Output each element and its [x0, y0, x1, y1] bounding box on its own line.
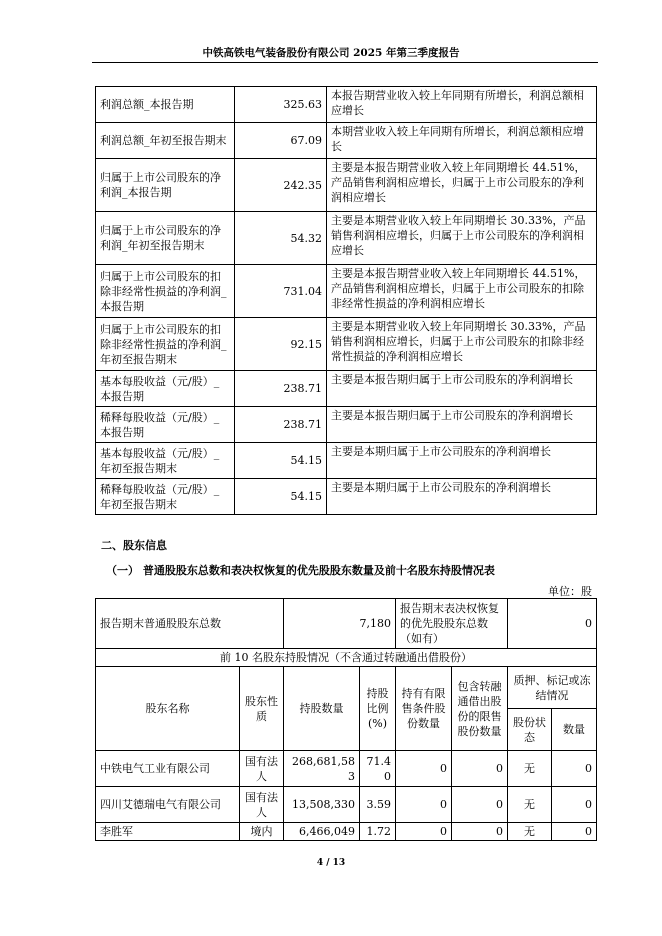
holder-pledge-status: 无 [508, 823, 552, 841]
pledge-header: 质押、标记或冻结情况 [508, 667, 597, 709]
lent-header: 包含转融通借出股份的限售股份数量 [452, 667, 508, 751]
holder-pledge-count: 0 [552, 751, 597, 787]
reason-cell: 主要是本期归属于上市公司股东的净利润增长 [327, 479, 597, 515]
holder-pledge-count: 0 [552, 823, 597, 841]
total-holders-label: 报告期末普通股股东总数 [96, 599, 284, 649]
holder-name: 李胜军 [96, 823, 240, 841]
table-row [96, 371, 597, 407]
value-cell: 325.63 [235, 87, 327, 123]
item-cell: 归属于上市公司股东的净利润_年初至报告期末 [96, 212, 235, 265]
reason-cell: 主要是本报告期归属于上市公司股东的净利润增长 [327, 371, 597, 407]
value-cell: 54.15 [235, 443, 327, 479]
holder-ratio: 1.72 [360, 823, 396, 841]
holder-nature: 境内 [240, 823, 284, 841]
nature-header: 股东性质 [240, 667, 284, 751]
holder-restricted: 0 [396, 823, 452, 841]
holder-lent: 0 [452, 823, 508, 841]
value-cell: 54.15 [235, 479, 327, 515]
holder-ratio: 3.59 [360, 787, 396, 823]
table-row [96, 751, 597, 787]
table-row [96, 123, 597, 159]
table-row [96, 823, 597, 841]
holder-shares: 268,681,583 [284, 751, 360, 787]
subsection-title: （一） 普通股股东总数和表决权恢复的优先股股东数量及前十名股东持股情况表 [106, 564, 495, 577]
reason-cell: 主要是本报告期归属于上市公司股东的净利润增长 [327, 407, 597, 443]
value-cell: 242.35 [235, 159, 327, 212]
holder-ratio: 71.40 [360, 751, 396, 787]
pledge-count-header: 数量 [552, 709, 597, 751]
table-row [96, 265, 597, 318]
holder-name: 四川艾德瑞电气有限公司 [96, 787, 240, 823]
change-reasons-table [95, 86, 597, 515]
value-cell: 238.71 [235, 407, 327, 443]
reason-cell: 本报告期营业收入较上年同期有所增长，利润总额相应增长 [327, 87, 597, 123]
page-header: 中铁高铁电气装备股份有限公司 2025 年第三季度报告 [202, 47, 460, 59]
section-title: 二、股东信息 [101, 539, 167, 552]
table-row [96, 212, 597, 265]
holder-pledge-status: 无 [508, 787, 552, 823]
page-number: 4 / 13 [316, 858, 346, 868]
value-cell: 731.04 [235, 265, 327, 318]
holder-lent: 0 [452, 751, 508, 787]
top10-heading: 前 10 名股东持股情况（不含通过转融通出借股份） [96, 649, 597, 667]
table-row [96, 87, 597, 123]
holder-pledge-count: 0 [552, 787, 597, 823]
table-row [96, 649, 597, 667]
item-cell: 利润总额_年初至报告期末 [96, 123, 235, 159]
holder-shares: 6,466,049 [284, 823, 360, 841]
holder-name: 中铁电气工业有限公司 [96, 751, 240, 787]
item-cell: 归属于上市公司股东的扣除非经常性损益的净利润_年初至报告期末 [96, 318, 235, 371]
value-cell: 67.09 [235, 123, 327, 159]
preferred-holders-label: 报告期末表决权恢复的优先股股东总数（如有） [396, 599, 508, 649]
shareholder-table [95, 598, 597, 841]
preferred-holders-value: 0 [508, 599, 597, 649]
item-cell: 基本每股收益（元/股）_本报告期 [96, 371, 235, 407]
holder-nature: 国有法人 [240, 751, 284, 787]
value-cell: 238.71 [235, 371, 327, 407]
table-row [96, 599, 597, 649]
unit-label: 单位：股 [548, 585, 592, 598]
reason-cell: 主要是本报告期营业收入较上年同期增长 44.51%，产品销售利润相应增长，归属于上市公司股东的净利润相应增长 [327, 159, 597, 212]
holder-lent: 0 [452, 787, 508, 823]
header-divider [92, 62, 598, 63]
value-cell: 54.32 [235, 212, 327, 265]
table-row [96, 787, 597, 823]
restricted-header: 持有有限售条件股份数量 [396, 667, 452, 751]
table-row [96, 159, 597, 212]
header-row [96, 667, 597, 709]
holder-nature: 国有法人 [240, 787, 284, 823]
value-cell: 92.15 [235, 318, 327, 371]
item-cell: 归属于上市公司股东的扣除非经常性损益的净利润_本报告期 [96, 265, 235, 318]
table-row [96, 479, 597, 515]
reason-cell: 主要是本期营业收入较上年同期增长 30.33%，产品销售利润相应增长，归属于上市公司股东的净利润相应增长 [327, 212, 597, 265]
reason-cell: 主要是本期归属于上市公司股东的净利润增长 [327, 443, 597, 479]
item-cell: 利润总额_本报告期 [96, 87, 235, 123]
reason-cell: 主要是本期营业收入较上年同期增长 30.33%，产品销售利润相应增长，归属于上市公司股东的扣除非经常性损益的净利润相应增长 [327, 318, 597, 371]
holder-pledge-status: 无 [508, 751, 552, 787]
item-cell: 基本每股收益（元/股）_年初至报告期末 [96, 443, 235, 479]
item-cell: 归属于上市公司股东的净利润_本报告期 [96, 159, 235, 212]
item-cell: 稀释每股收益（元/股）_年初至报告期末 [96, 479, 235, 515]
holder-shares: 13,508,330 [284, 787, 360, 823]
pledge-status-header: 股份状态 [508, 709, 552, 751]
ratio-header: 持股比例(%) [360, 667, 396, 751]
name-header: 股东名称 [96, 667, 240, 751]
shares-header: 持股数量 [284, 667, 360, 751]
table-row [96, 407, 597, 443]
table-row [96, 318, 597, 371]
reason-cell: 主要是本报告期营业收入较上年同期增长 44.51%，产品销售利润相应增长，归属于上市公司股东的扣除非经常性损益的净利润相应增长 [327, 265, 597, 318]
holder-restricted: 0 [396, 787, 452, 823]
item-cell: 稀释每股收益（元/股）_本报告期 [96, 407, 235, 443]
total-holders-value: 7,180 [284, 599, 396, 649]
reason-cell: 本期营业收入较上年同期有所增长，利润总额相应增长 [327, 123, 597, 159]
holder-restricted: 0 [396, 751, 452, 787]
table-row [96, 443, 597, 479]
